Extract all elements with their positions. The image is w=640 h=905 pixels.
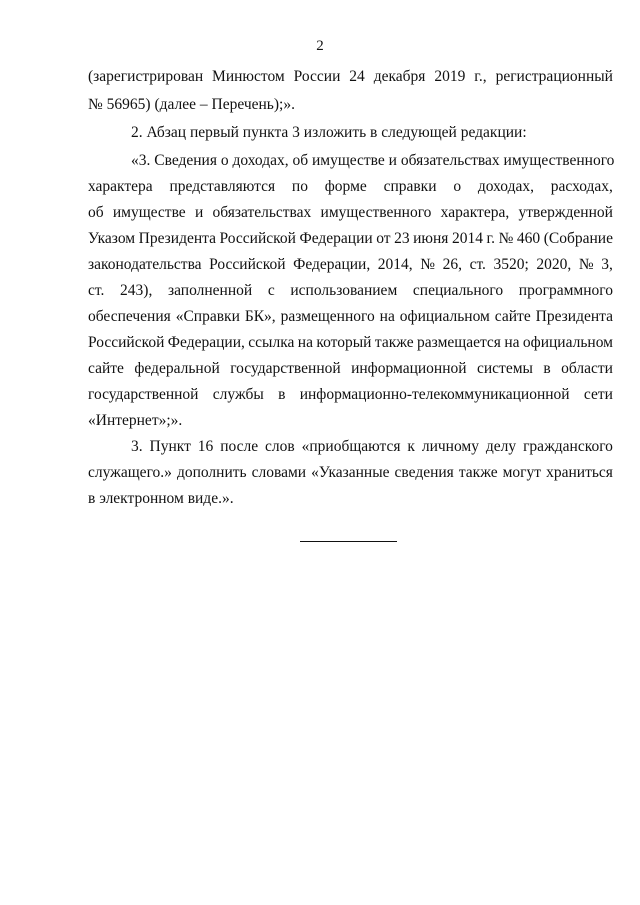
word: после — [220, 438, 259, 455]
word: государственной — [88, 386, 199, 403]
word: службы — [212, 386, 264, 403]
word: заполненной — [167, 282, 253, 299]
word: регистрационный — [495, 68, 613, 85]
word: об — [88, 204, 104, 221]
p0-line2: № 56965) (далее – Перечень);». — [88, 96, 295, 113]
p2-line4 — [88, 229, 613, 249]
p0-line1 — [88, 67, 613, 87]
word: законодательства — [88, 256, 202, 273]
word: личному — [421, 438, 479, 455]
word: Минюстом — [212, 68, 285, 85]
closing-rule — [300, 541, 397, 542]
word: имуществе — [112, 204, 186, 221]
word: «приобщаются — [301, 438, 401, 455]
word: 3520; — [493, 256, 529, 273]
word: также — [374, 334, 414, 351]
p3-line1 — [131, 437, 613, 457]
word: 23 — [394, 230, 410, 247]
word: с — [267, 282, 275, 299]
word: от — [376, 230, 391, 247]
word: который — [316, 334, 372, 351]
p3-line3: в электронном виде.». — [88, 490, 234, 507]
word: сайте — [88, 360, 124, 377]
word: Российской — [209, 256, 286, 273]
word: № — [578, 256, 594, 273]
word: использованием — [290, 282, 398, 299]
word: № — [420, 256, 436, 273]
word: также — [458, 464, 498, 481]
word: имущественного — [320, 204, 432, 221]
word: (Собрание — [543, 230, 613, 247]
word: характера — [88, 178, 153, 195]
word: «Указанные — [311, 464, 390, 481]
word: № — [498, 230, 514, 247]
word: на — [379, 308, 395, 325]
word: размещенного — [280, 308, 375, 325]
word: 26, — [442, 256, 462, 273]
word: размещается — [417, 334, 501, 351]
word: информационной — [351, 360, 467, 377]
p2-line1: «3. Сведения о доходах, об имуществе и обязательствах имущественного — [131, 152, 615, 169]
word: (зарегистрирован — [88, 68, 204, 85]
p2-line8 — [88, 333, 613, 353]
word: сети — [583, 386, 613, 403]
word: государственной — [230, 360, 341, 377]
word: системы — [477, 360, 533, 377]
word: сведения — [394, 464, 454, 481]
word: 2019 — [434, 68, 466, 85]
word: 24 — [349, 68, 365, 85]
p2-line2 — [88, 177, 613, 197]
word: о — [453, 178, 462, 195]
word: справки — [383, 178, 437, 195]
p2-line6 — [88, 281, 613, 301]
word: официальном — [522, 334, 613, 351]
word: на — [504, 334, 520, 351]
p1-line1: 2. Абзац первый пункта 3 изложить в следующей редакции: — [131, 124, 527, 141]
word: ст. — [88, 282, 105, 299]
word: 2014, — [377, 256, 413, 273]
word: Российской — [219, 230, 296, 247]
p2-line11: «Интернет»;». — [88, 412, 183, 429]
word: Указом — [88, 230, 136, 247]
word: дополнить — [176, 464, 247, 481]
word: ст. — [469, 256, 486, 273]
word: 3. — [131, 438, 143, 455]
page-number: 2 — [316, 38, 324, 54]
word: Президента — [138, 230, 216, 247]
word: «Справки — [175, 308, 240, 325]
word: характера, — [440, 204, 510, 221]
word: области — [561, 360, 613, 377]
p2-line3 — [88, 203, 613, 223]
word: служащего.» — [88, 464, 172, 481]
word: словами — [251, 464, 307, 481]
p3-line2 — [88, 463, 613, 483]
word: г., — [474, 68, 487, 85]
word: обеспечения — [88, 308, 171, 325]
word: России — [293, 68, 341, 85]
word: форме — [324, 178, 367, 195]
word: официальном — [399, 308, 490, 325]
word: в — [278, 386, 286, 403]
word: БК», — [244, 308, 276, 325]
word: 2020, — [536, 256, 572, 273]
word: информационно-телекоммуникационной — [299, 386, 570, 403]
word: на — [297, 334, 313, 351]
word: программного — [518, 282, 613, 299]
p2-line5 — [88, 255, 613, 275]
word: доходах, — [477, 178, 534, 195]
word: храниться — [546, 464, 613, 481]
p2-line9 — [88, 359, 613, 379]
word: декабря — [373, 68, 426, 85]
word: к — [407, 438, 415, 455]
word: 460 — [516, 230, 541, 247]
word: гражданского — [523, 438, 613, 455]
word: Российской — [88, 334, 165, 351]
word: Федерации, — [167, 334, 245, 351]
word: в — [543, 360, 551, 377]
word: 2014 — [452, 230, 483, 247]
word: 16 — [197, 438, 214, 455]
word: 3, — [601, 256, 613, 273]
word: представляются — [169, 178, 276, 195]
word: г. — [486, 230, 496, 247]
word: Президента — [535, 308, 613, 325]
word: ссылка — [248, 334, 295, 351]
word: расходах, — [550, 178, 613, 195]
p2-line7 — [88, 307, 613, 327]
word: слов — [265, 438, 295, 455]
p2-line10 — [88, 385, 613, 405]
word: Пункт — [149, 438, 191, 455]
word: и — [194, 204, 204, 221]
word: Федерации — [299, 230, 373, 247]
word: сайте — [494, 308, 531, 325]
word: обязательствах — [212, 204, 312, 221]
word: 243), — [120, 282, 153, 299]
word: Федерации, — [293, 256, 371, 273]
word: специального — [412, 282, 504, 299]
word: делу — [485, 438, 517, 455]
word: могут — [502, 464, 542, 481]
word: федеральной — [134, 360, 220, 377]
word: июня — [413, 230, 449, 247]
word: по — [291, 178, 308, 195]
word: утвержденной — [518, 204, 613, 221]
